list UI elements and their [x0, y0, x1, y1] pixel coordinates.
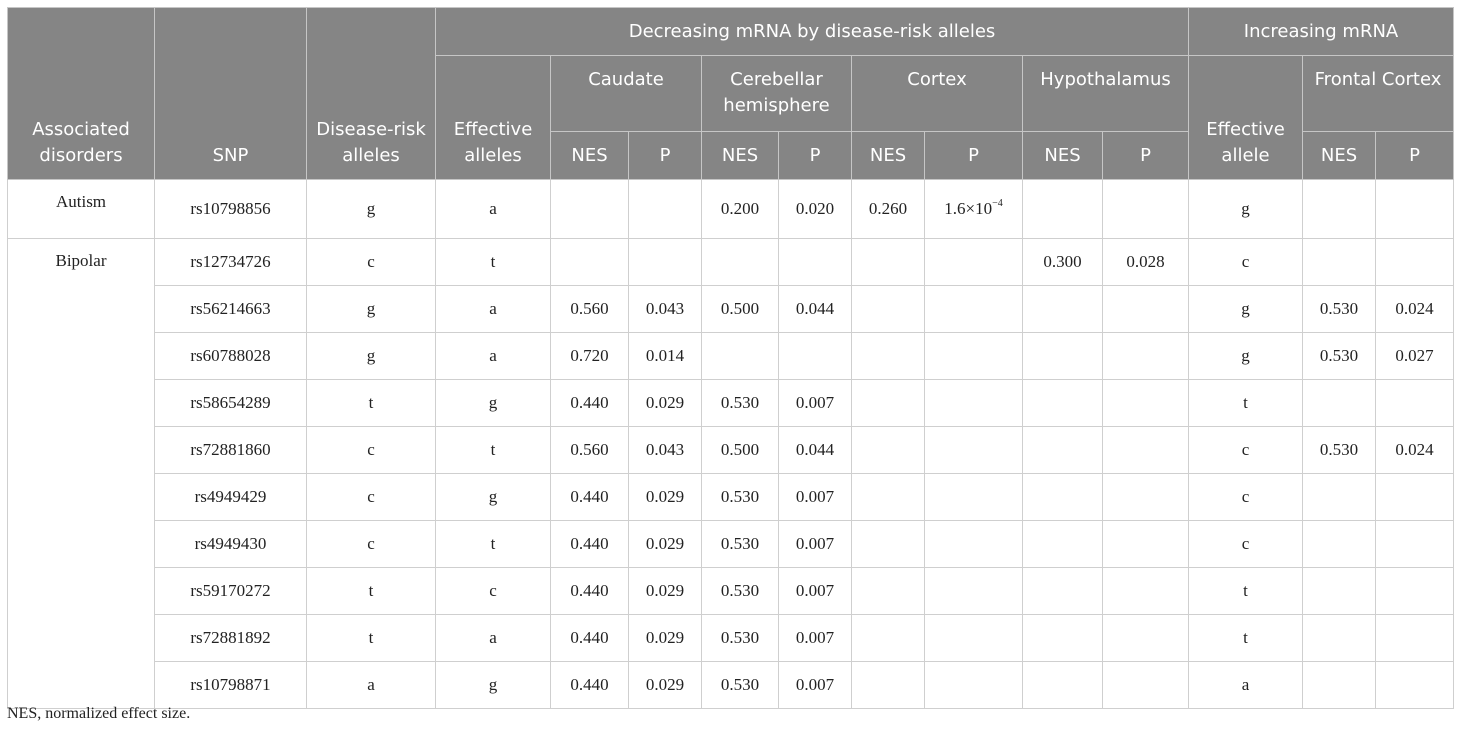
cortex-nes-cell [852, 380, 925, 427]
disease-risk-allele-cell: t [307, 615, 436, 662]
frontal-cortex-p-cell [1376, 380, 1454, 427]
cerebellar-p-cell: 0.007 [779, 615, 852, 662]
disease-risk-allele-cell: g [307, 286, 436, 333]
effective-allele-cell: c [436, 568, 551, 615]
cortex-p-cell [925, 568, 1023, 615]
header-decreasing-mrna: Decreasing mRNA by disease-risk alleles [436, 8, 1189, 56]
disease-risk-allele-cell: c [307, 239, 436, 286]
disease-risk-allele-cell: t [307, 568, 436, 615]
increasing-effective-allele-cell: g [1189, 333, 1303, 380]
disease-risk-allele-cell: a [307, 662, 436, 709]
header-frontal-cortex-nes: NES [1303, 132, 1376, 180]
cortex-p-cell [925, 180, 1023, 239]
hypothalamus-nes-cell: 0.300 [1023, 239, 1103, 286]
cortex-p-cell [925, 521, 1023, 568]
table-row [8, 521, 1454, 568]
cortex-p-cell [925, 333, 1023, 380]
cerebellar-nes-cell: 0.530 [702, 568, 779, 615]
cerebellar-nes-cell: 0.500 [702, 286, 779, 333]
effective-allele-cell: a [436, 615, 551, 662]
frontal-cortex-nes-cell [1303, 615, 1376, 662]
frontal-cortex-p-cell: 0.027 [1376, 333, 1454, 380]
cortex-nes-cell [852, 474, 925, 521]
snp-cell: rs58654289 [155, 380, 307, 427]
header-cortex: Cortex [852, 56, 1023, 132]
cortex-p-cell [925, 286, 1023, 333]
frontal-cortex-p-cell [1376, 568, 1454, 615]
disease-risk-allele-cell: t [307, 380, 436, 427]
increasing-effective-allele-cell: a [1189, 662, 1303, 709]
caudate-p-cell [629, 180, 702, 239]
table-row [8, 180, 1454, 239]
cerebellar-nes-cell [702, 239, 779, 286]
header-cerebellar-hemisphere: Cerebellar hemisphere [702, 56, 852, 132]
snp-cell: rs72881860 [155, 427, 307, 474]
hypothalamus-p-cell [1103, 474, 1189, 521]
increasing-effective-allele-cell: c [1189, 239, 1303, 286]
caudate-p-cell: 0.029 [629, 662, 702, 709]
frontal-cortex-nes-cell: 0.530 [1303, 333, 1376, 380]
effective-allele-cell: t [436, 427, 551, 474]
increasing-effective-allele-cell: t [1189, 615, 1303, 662]
hypothalamus-nes-cell [1023, 474, 1103, 521]
header-caudate-p: P [629, 132, 702, 180]
effective-allele-cell: a [436, 333, 551, 380]
cerebellar-p-cell [779, 239, 852, 286]
header-snp: SNP [155, 8, 307, 180]
disorder-cell: Bipolar [8, 239, 155, 709]
data-table [7, 7, 1454, 709]
table-row [8, 380, 1454, 427]
cortex-p-cell [925, 662, 1023, 709]
hypothalamus-nes-cell [1023, 662, 1103, 709]
frontal-cortex-nes-cell [1303, 474, 1376, 521]
cerebellar-nes-cell [702, 333, 779, 380]
header-hypothalamus-nes: NES [1023, 132, 1103, 180]
cerebellar-nes-cell: 0.200 [702, 180, 779, 239]
cortex-nes-cell [852, 662, 925, 709]
caudate-p-cell: 0.014 [629, 333, 702, 380]
header-hypothalamus-p: P [1103, 132, 1189, 180]
header-cerebellar-p: P [779, 132, 852, 180]
frontal-cortex-p-cell [1376, 180, 1454, 239]
cerebellar-p-cell: 0.020 [779, 180, 852, 239]
caudate-nes-cell [551, 180, 629, 239]
hypothalamus-p-cell: 0.028 [1103, 239, 1189, 286]
cortex-nes-cell [852, 521, 925, 568]
increasing-effective-allele-cell: c [1189, 427, 1303, 474]
cerebellar-p-cell: 0.007 [779, 474, 852, 521]
snp-cell: rs12734726 [155, 239, 307, 286]
caudate-p-cell: 0.029 [629, 474, 702, 521]
snp-cell: rs4949430 [155, 521, 307, 568]
table-row [8, 662, 1454, 709]
table-row [8, 427, 1454, 474]
hypothalamus-nes-cell [1023, 427, 1103, 474]
header-cortex-p: P [925, 132, 1023, 180]
cortex-nes-cell [852, 239, 925, 286]
caudate-nes-cell: 0.720 [551, 333, 629, 380]
effective-allele-cell: t [436, 239, 551, 286]
caudate-nes-cell: 0.440 [551, 380, 629, 427]
caudate-nes-cell: 0.440 [551, 521, 629, 568]
cortex-p-cell [925, 427, 1023, 474]
hypothalamus-nes-cell [1023, 568, 1103, 615]
header-effective-alleles: Effective alleles [436, 56, 551, 180]
disease-risk-allele-cell: g [307, 333, 436, 380]
hypothalamus-nes-cell [1023, 180, 1103, 239]
frontal-cortex-nes-cell: 0.530 [1303, 427, 1376, 474]
table-row [8, 333, 1454, 380]
caudate-p-cell: 0.029 [629, 521, 702, 568]
effective-allele-cell: g [436, 380, 551, 427]
cortex-p-cell [925, 239, 1023, 286]
cerebellar-nes-cell: 0.530 [702, 662, 779, 709]
disease-risk-allele-cell: c [307, 474, 436, 521]
cerebellar-p-cell: 0.044 [779, 427, 852, 474]
frontal-cortex-p-cell: 0.024 [1376, 286, 1454, 333]
caudate-nes-cell: 0.440 [551, 615, 629, 662]
header-caudate-nes: NES [551, 132, 629, 180]
header-frontal-cortex: Frontal Cortex [1303, 56, 1454, 132]
cortex-nes-cell [852, 568, 925, 615]
frontal-cortex-nes-cell [1303, 380, 1376, 427]
hypothalamus-p-cell [1103, 380, 1189, 427]
table-row [8, 474, 1454, 521]
cerebellar-p-cell: 0.007 [779, 521, 852, 568]
frontal-cortex-nes-cell [1303, 180, 1376, 239]
effective-allele-cell: g [436, 474, 551, 521]
hypothalamus-p-cell [1103, 615, 1189, 662]
table-row [8, 568, 1454, 615]
cortex-nes-cell [852, 427, 925, 474]
hypothalamus-nes-cell [1023, 380, 1103, 427]
table-row [8, 286, 1454, 333]
increasing-effective-allele-cell: t [1189, 568, 1303, 615]
header-cortex-nes: NES [852, 132, 925, 180]
cortex-p-cell [925, 380, 1023, 427]
table-row [8, 615, 1454, 662]
cortex-p-cell [925, 615, 1023, 662]
caudate-nes-cell: 0.440 [551, 474, 629, 521]
increasing-effective-allele-cell: g [1189, 180, 1303, 239]
header-increasing-mrna: Increasing mRNA [1189, 8, 1454, 56]
caudate-nes-cell: 0.560 [551, 427, 629, 474]
caudate-nes-cell: 0.440 [551, 568, 629, 615]
caudate-p-cell: 0.029 [629, 380, 702, 427]
frontal-cortex-p-cell: 0.024 [1376, 427, 1454, 474]
header-caudate: Caudate [551, 56, 702, 132]
caudate-nes-cell: 0.560 [551, 286, 629, 333]
caudate-p-cell [629, 239, 702, 286]
disease-risk-allele-cell: c [307, 427, 436, 474]
frontal-cortex-nes-cell [1303, 239, 1376, 286]
effective-allele-cell: t [436, 521, 551, 568]
effective-allele-cell: g [436, 662, 551, 709]
effective-allele-cell: a [436, 180, 551, 239]
frontal-cortex-p-cell [1376, 239, 1454, 286]
hypothalamus-nes-cell [1023, 521, 1103, 568]
frontal-cortex-nes-cell [1303, 568, 1376, 615]
snp-cell: rs59170272 [155, 568, 307, 615]
hypothalamus-p-cell [1103, 333, 1189, 380]
cortex-p-mantissa: 1.6×10 [944, 199, 993, 218]
increasing-effective-allele-cell: t [1189, 380, 1303, 427]
disorder-cell: Autism [8, 180, 155, 239]
hypothalamus-p-cell [1103, 521, 1189, 568]
header-cerebellar-nes: NES [702, 132, 779, 180]
caudate-p-cell: 0.029 [629, 615, 702, 662]
cortex-nes-cell [852, 333, 925, 380]
snp-cell: rs60788028 [155, 333, 307, 380]
hypothalamus-p-cell [1103, 180, 1189, 239]
increasing-effective-allele-cell: g [1189, 286, 1303, 333]
header-effective-allele: Effective allele [1189, 56, 1303, 180]
frontal-cortex-p-cell [1376, 662, 1454, 709]
cerebellar-nes-cell: 0.500 [702, 427, 779, 474]
effective-allele-cell: a [436, 286, 551, 333]
snp-cell: rs4949429 [155, 474, 307, 521]
cerebellar-p-cell: 0.007 [779, 662, 852, 709]
hypothalamus-nes-cell [1023, 615, 1103, 662]
cortex-p-cell [925, 474, 1023, 521]
frontal-cortex-nes-cell [1303, 662, 1376, 709]
increasing-effective-allele-cell: c [1189, 474, 1303, 521]
snp-cell: rs56214663 [155, 286, 307, 333]
header-disease-risk-alleles: Disease-risk alleles [307, 8, 436, 180]
hypothalamus-p-cell [1103, 286, 1189, 333]
header-associated-disorders: Associated disorders [8, 8, 155, 180]
cerebellar-p-cell: 0.007 [779, 568, 852, 615]
cerebellar-nes-cell: 0.530 [702, 615, 779, 662]
caudate-nes-cell [551, 239, 629, 286]
cerebellar-p-cell [779, 333, 852, 380]
cerebellar-nes-cell: 0.530 [702, 474, 779, 521]
caudate-p-cell: 0.029 [629, 568, 702, 615]
cerebellar-nes-cell: 0.530 [702, 380, 779, 427]
cortex-p-exponent: −4 [992, 198, 1003, 209]
header-hypothalamus: Hypothalamus [1023, 56, 1189, 132]
increasing-effective-allele-cell: c [1189, 521, 1303, 568]
hypothalamus-p-cell [1103, 568, 1189, 615]
table-footnote: NES, normalized effect size. [7, 705, 191, 722]
snp-cell: rs72881892 [155, 615, 307, 662]
frontal-cortex-nes-cell [1303, 521, 1376, 568]
caudate-nes-cell: 0.440 [551, 662, 629, 709]
frontal-cortex-p-cell [1376, 474, 1454, 521]
cortex-nes-cell: 0.260 [852, 180, 925, 239]
frontal-cortex-p-cell [1376, 615, 1454, 662]
disease-risk-allele-cell: g [307, 180, 436, 239]
hypothalamus-nes-cell [1023, 333, 1103, 380]
table-row [8, 239, 1454, 286]
cortex-nes-cell [852, 286, 925, 333]
snp-cell: rs10798871 [155, 662, 307, 709]
cerebellar-nes-cell: 0.530 [702, 521, 779, 568]
caudate-p-cell: 0.043 [629, 427, 702, 474]
hypothalamus-p-cell [1103, 662, 1189, 709]
frontal-cortex-nes-cell: 0.530 [1303, 286, 1376, 333]
hypothalamus-p-cell [1103, 427, 1189, 474]
caudate-p-cell: 0.043 [629, 286, 702, 333]
hypothalamus-nes-cell [1023, 286, 1103, 333]
cerebellar-p-cell: 0.044 [779, 286, 852, 333]
cortex-nes-cell [852, 615, 925, 662]
disease-risk-allele-cell: c [307, 521, 436, 568]
table-body [8, 180, 1454, 709]
snp-cell: rs10798856 [155, 180, 307, 239]
header-frontal-cortex-p: P [1376, 132, 1454, 180]
frontal-cortex-p-cell [1376, 521, 1454, 568]
cerebellar-p-cell: 0.007 [779, 380, 852, 427]
